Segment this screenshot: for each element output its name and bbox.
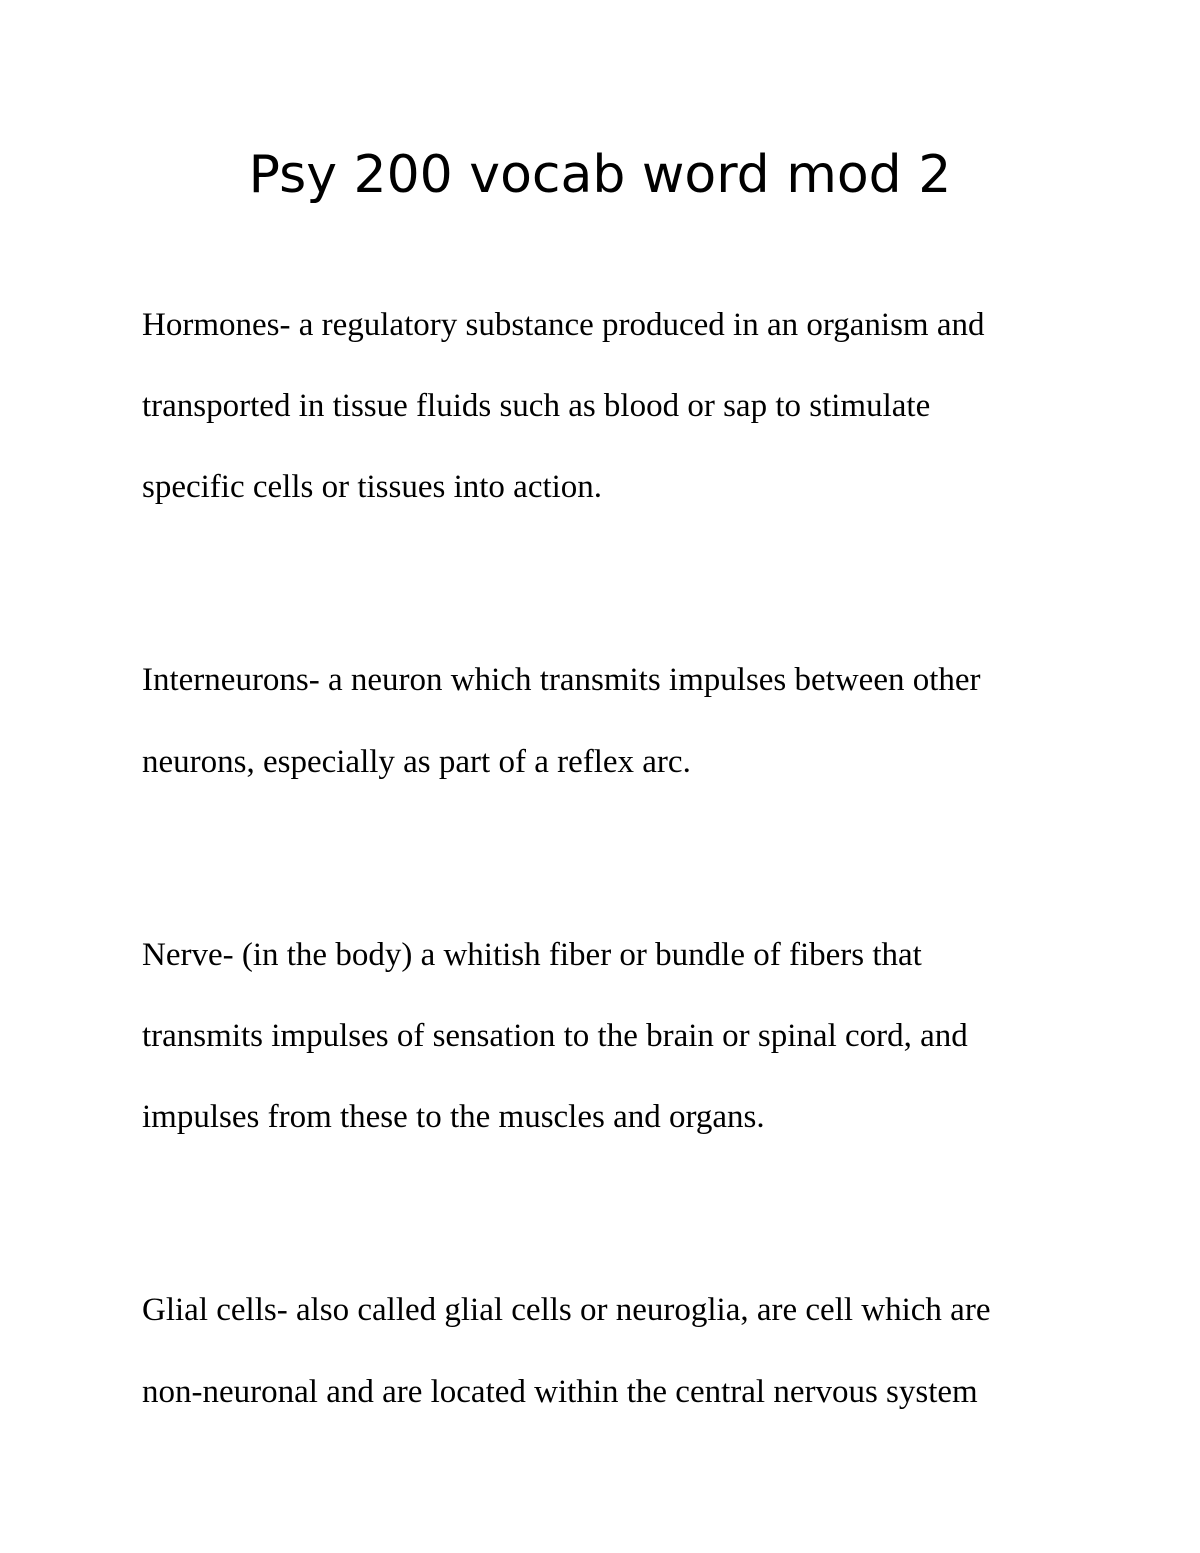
hormones-line-3: specific cells or tissues into action. bbox=[142, 469, 603, 505]
interneurons-line-1: Interneurons- a neuron which transmits impulses between other bbox=[142, 662, 981, 698]
nerve-line-3: impulses from these to the muscles and organs. bbox=[142, 1099, 765, 1135]
glial-cells-line-2: non-neuronal and are located within the central nervous system bbox=[142, 1374, 978, 1410]
nerve-line-1: Nerve- (in the body) a whitish fiber or bundle of fibers that bbox=[142, 937, 922, 973]
hormones-line-1: Hormones- a regulatory substance produced in an organism and bbox=[142, 307, 985, 343]
document-title: Psy 200 vocab word mod 2 bbox=[248, 145, 952, 205]
interneurons-line-2: neurons, especially as part of a reflex arc. bbox=[142, 744, 691, 780]
nerve-line-2: transmits impulses of sensation to the brain or spinal cord, and bbox=[142, 1018, 968, 1054]
glial-cells-line-1: Glial cells- also called glial cells or neuroglia, are cell which are bbox=[142, 1292, 991, 1328]
hormones-line-2: transported in tissue fluids such as blood or sap to stimulate bbox=[142, 388, 931, 424]
